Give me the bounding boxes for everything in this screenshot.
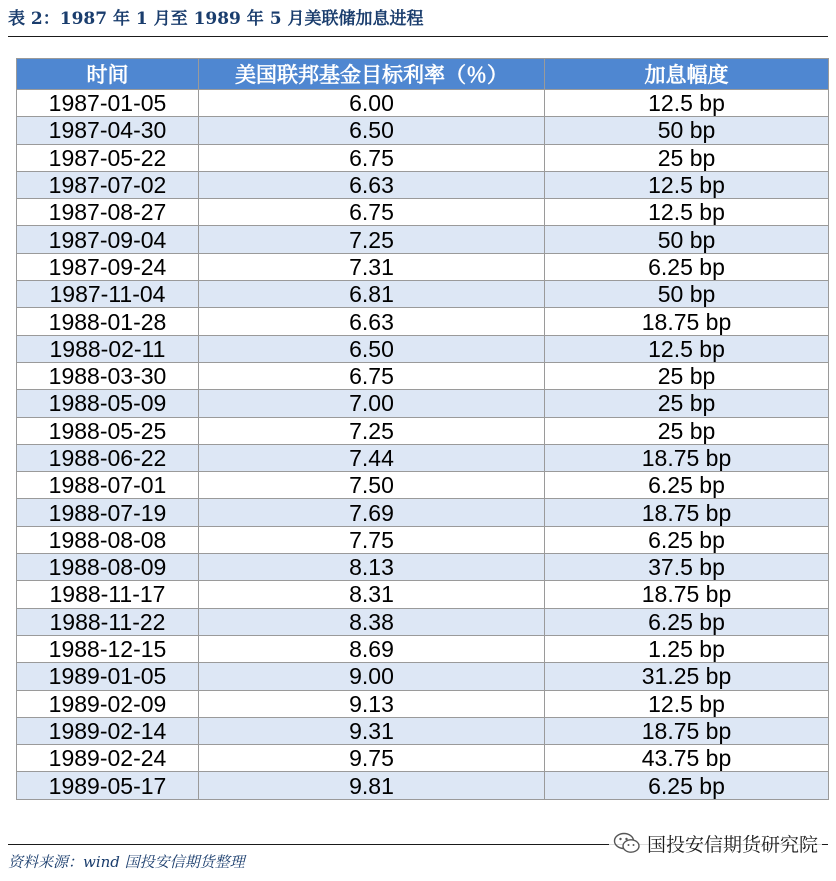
cell-hike: 12.5 bp [545,690,829,717]
cell-date: 1987-04-30 [17,117,199,144]
cell-hike: 18.75 bp [545,308,829,335]
cell-date: 1988-05-25 [17,417,199,444]
cell-rate: 8.13 [199,554,545,581]
cell-hike: 6.25 bp [545,253,829,280]
table-row [17,171,829,198]
cell-hike: 25 bp [545,144,829,171]
cell-date: 1988-08-08 [17,526,199,553]
table-row [17,581,829,608]
cell-date: 1988-05-09 [17,390,199,417]
cell-hike: 18.75 bp [545,581,829,608]
table-row [17,554,829,581]
table-row [17,608,829,635]
cell-hike: 50 bp [545,117,829,144]
cell-hike: 6.25 bp [545,772,829,799]
table-row [17,663,829,690]
cell-rate: 9.13 [199,690,545,717]
cell-date: 1988-11-17 [17,581,199,608]
cell-rate: 6.50 [199,117,545,144]
cell-rate: 6.75 [199,144,545,171]
cell-rate: 7.00 [199,390,545,417]
table-title: 表 2：1987 年 1 月至 1989 年 5 月美联储加息进程 [8,9,424,29]
table-row [17,526,829,553]
table-row [17,144,829,171]
cell-date: 1989-02-24 [17,745,199,772]
cell-rate: 6.00 [199,90,545,117]
cell-rate: 6.75 [199,199,545,226]
cell-date: 1988-07-01 [17,472,199,499]
column-header-rate: 美国联邦基金目标利率（％） [199,59,545,90]
cell-date: 1988-01-28 [17,308,199,335]
cell-rate: 6.75 [199,362,545,389]
cell-hike: 25 bp [545,362,829,389]
cell-hike: 6.25 bp [545,608,829,635]
table-header-row [17,59,829,90]
cell-date: 1987-09-24 [17,253,199,280]
cell-date: 1988-07-19 [17,499,199,526]
cell-hike: 18.75 bp [545,499,829,526]
cell-hike: 18.75 bp [545,444,829,471]
cell-date: 1988-08-09 [17,554,199,581]
cell-hike: 43.75 bp [545,745,829,772]
cell-rate: 6.63 [199,171,545,198]
cell-date: 1988-03-30 [17,362,199,389]
cell-hike: 12.5 bp [545,171,829,198]
cell-rate: 7.31 [199,253,545,280]
cell-date: 1987-09-04 [17,226,199,253]
cell-rate: 9.31 [199,717,545,744]
table-row [17,472,829,499]
watermark [609,830,822,856]
cell-date: 1988-06-22 [17,444,199,471]
table-row [17,690,829,717]
table-row [17,226,829,253]
table-row [17,772,829,799]
cell-date: 1989-05-17 [17,772,199,799]
table-row [17,90,829,117]
cell-rate: 7.50 [199,472,545,499]
cell-date: 1988-11-22 [17,608,199,635]
cell-hike: 1.25 bp [545,635,829,662]
cell-date: 1989-01-05 [17,663,199,690]
table-body [17,90,829,800]
wechat-icon [613,831,641,855]
table-row [17,308,829,335]
table-row [17,745,829,772]
cell-rate: 6.50 [199,335,545,362]
cell-date: 1988-02-11 [17,335,199,362]
table-row [17,335,829,362]
cell-date: 1987-05-22 [17,144,199,171]
cell-rate: 8.38 [199,608,545,635]
cell-hike: 12.5 bp [545,335,829,362]
cell-rate: 7.44 [199,444,545,471]
table-row [17,199,829,226]
source-note: 资料来源：wind 国投安信期货整理 [8,853,245,871]
cell-rate: 6.81 [199,281,545,308]
cell-date: 1987-07-02 [17,171,199,198]
cell-date: 1989-02-14 [17,717,199,744]
title-divider [8,36,828,37]
cell-hike: 6.25 bp [545,472,829,499]
table-row [17,253,829,280]
table-row [17,117,829,144]
column-header-date: 时间 [17,59,199,90]
table-row [17,417,829,444]
cell-rate: 8.69 [199,635,545,662]
cell-rate: 7.69 [199,499,545,526]
table-row [17,362,829,389]
cell-hike: 50 bp [545,281,829,308]
cell-date: 1987-08-27 [17,199,199,226]
rate-hike-table [16,58,829,800]
cell-rate: 7.25 [199,226,545,253]
cell-hike: 25 bp [545,417,829,444]
table-row [17,717,829,744]
table-row [17,281,829,308]
cell-hike: 12.5 bp [545,90,829,117]
cell-rate: 6.63 [199,308,545,335]
cell-rate: 8.31 [199,581,545,608]
cell-rate: 7.25 [199,417,545,444]
column-header-hike: 加息幅度 [545,59,829,90]
cell-hike: 18.75 bp [545,717,829,744]
cell-rate: 9.81 [199,772,545,799]
cell-date: 1987-11-04 [17,281,199,308]
cell-rate: 9.00 [199,663,545,690]
cell-rate: 7.75 [199,526,545,553]
cell-hike: 6.25 bp [545,526,829,553]
watermark-text: 国投安信期货研究院 [646,833,818,856]
cell-hike: 37.5 bp [545,554,829,581]
cell-hike: 31.25 bp [545,663,829,690]
table-row [17,444,829,471]
table-row [17,635,829,662]
table-row [17,499,829,526]
table-row [17,390,829,417]
cell-date: 1987-01-05 [17,90,199,117]
cell-date: 1988-12-15 [17,635,199,662]
cell-hike: 50 bp [545,226,829,253]
cell-date: 1989-02-09 [17,690,199,717]
cell-rate: 9.75 [199,745,545,772]
cell-hike: 25 bp [545,390,829,417]
cell-hike: 12.5 bp [545,199,829,226]
